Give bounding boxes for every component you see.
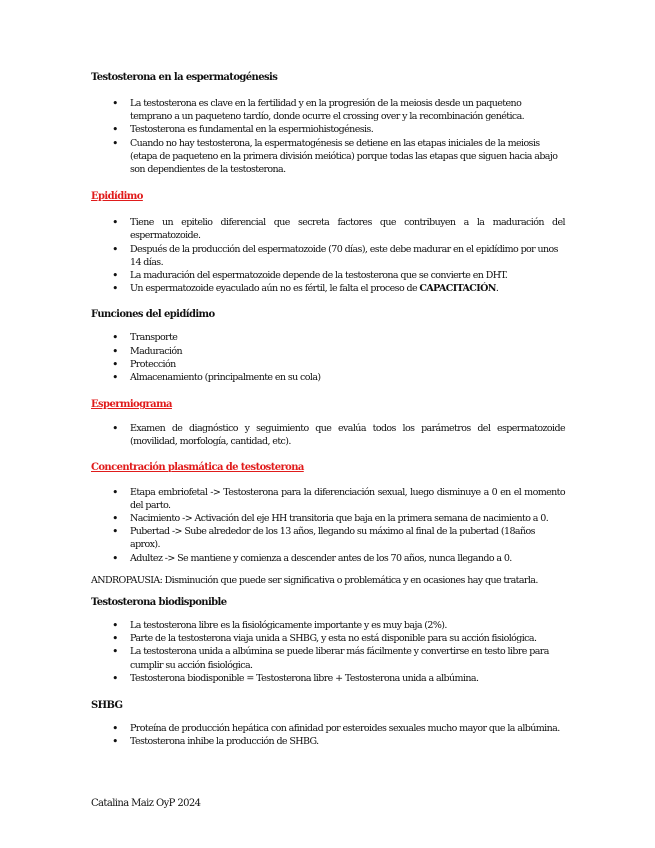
bullet-list-epididimo	[91, 216, 565, 295]
list-item: • La testosterona unida a albúmina se puede liberar más fácilmente y convertirse en testo libre para cumplir su acción fisiológica.	[91, 645, 565, 671]
list-item: • Examen de diagnóstico y seguimiento que evalúa todos los parámetros del espermatozoide (movilidad, morfología, cantidad, etc).	[91, 422, 565, 448]
bullet-list-espermatogenesis	[91, 97, 565, 176]
section-title-testosterona-biodisponible: Testosterona biodisponible	[91, 597, 227, 609]
list-item: • Pubertad -> Sube alrededor de los 13 años, llegando su máximo al final de la pubertad (18años aprox).	[91, 525, 565, 551]
document-body	[91, 71, 565, 749]
section-title-shbg: SHBG	[91, 700, 123, 712]
list-item: • La maduración del espermatozoide depende de la testosterona que se convierte en DHT.	[91, 269, 565, 282]
bullet-list-funciones	[91, 331, 565, 384]
list-item: • Testosterona inhibe la producción de SHBG.	[91, 735, 565, 748]
section-title-concentracion-testosterona: Concentración plasmática de testosterona	[91, 461, 304, 473]
section-title-testosterona-espermatogenesis: Testosterona en la espermatogénesis	[91, 72, 278, 83]
section-title-funciones-epididimo: Funciones del epidídimo	[91, 309, 215, 321]
bullet-list-biodisponible	[91, 619, 565, 685]
list-item: • Maduración	[91, 345, 565, 358]
list-item	[91, 282, 565, 295]
list-item: • Parte de la testosterona viaja unida a SHBG, y esta no está disponible para su acción fisiológica.	[91, 632, 565, 645]
list-item: • La testosterona libre es la fisiológicamente importante y es muy baja (2%).	[91, 619, 565, 632]
list-item: • Tiene un epitelio diferencial que secreta factores que contribuyen a la maduración del espermatozoide.	[91, 216, 565, 242]
list-item: • Protección	[91, 358, 565, 371]
list-item: • Después de la producción del espermatozoide (70 días), este debe madurar en el epidídimo por unos 14 días.	[91, 243, 565, 269]
andropausia-paragraph: ANDROPAUSIA: Disminución que puede ser significativa o problemática y en ocasiones hay que tratarla.	[91, 574, 538, 586]
list-item: • Testosterona biodisponible = Testosterona libre + Testosterona unida a albúmina.	[91, 672, 565, 685]
section-title-espermiograma: Espermiograma	[91, 399, 172, 411]
list-item: • Etapa embriofetal -> Testosterona para la diferenciación sexual, luego disminuye a 0 en el momento del parto.	[91, 486, 565, 512]
list-item: • Cuando no hay testosterona, la espermatogénesis se detiene en las etapas iniciales de la meiosis (etapa de paqueteno en la primera división meiótica) porque todas las etapas que siguen hacia abajo son dependientes de la testosterona.	[91, 137, 565, 177]
list-item: • Nacimiento -> Activación del eje HH transitoria que baja en la primera semana de nacimiento a 0.	[91, 512, 565, 525]
capacitacion-term: CAPACITACIÓN	[419, 283, 496, 295]
list-item: • Testosterona es fundamental en la espermiohistogénesis.	[91, 123, 565, 136]
bullet-list-shbg	[91, 722, 565, 748]
list-item-text: Un espermatozoide eyaculado aún no es fértil, le falta el proceso de	[130, 283, 420, 295]
list-item: • Adultez -> Se mantiene y comienza a descender antes de los 70 años, nunca llegando a 0.	[91, 552, 565, 565]
section-title-epididimo: Epidídimo	[91, 191, 143, 203]
list-item: • Proteína de producción hepática con afinidad por esteroides sexuales mucho mayor que la albúmina.	[91, 722, 565, 735]
bullet-list-concentracion	[91, 486, 565, 565]
list-item: • Transporte	[91, 331, 565, 344]
list-item: • Almacenamiento (principalmente en su cola)	[91, 371, 565, 384]
page-footer: Catalina Maiz OyP 2024	[91, 798, 201, 809]
list-item: • La testosterona es clave en la fertilidad y en la progresión de la meiosis desde un paqueteno temprano a un paqueteno tardío, donde ocurre el crossing over y la recombinación genética.	[91, 97, 565, 123]
list-item-end: .	[495, 283, 499, 295]
bullet-list-espermiograma	[91, 422, 565, 448]
